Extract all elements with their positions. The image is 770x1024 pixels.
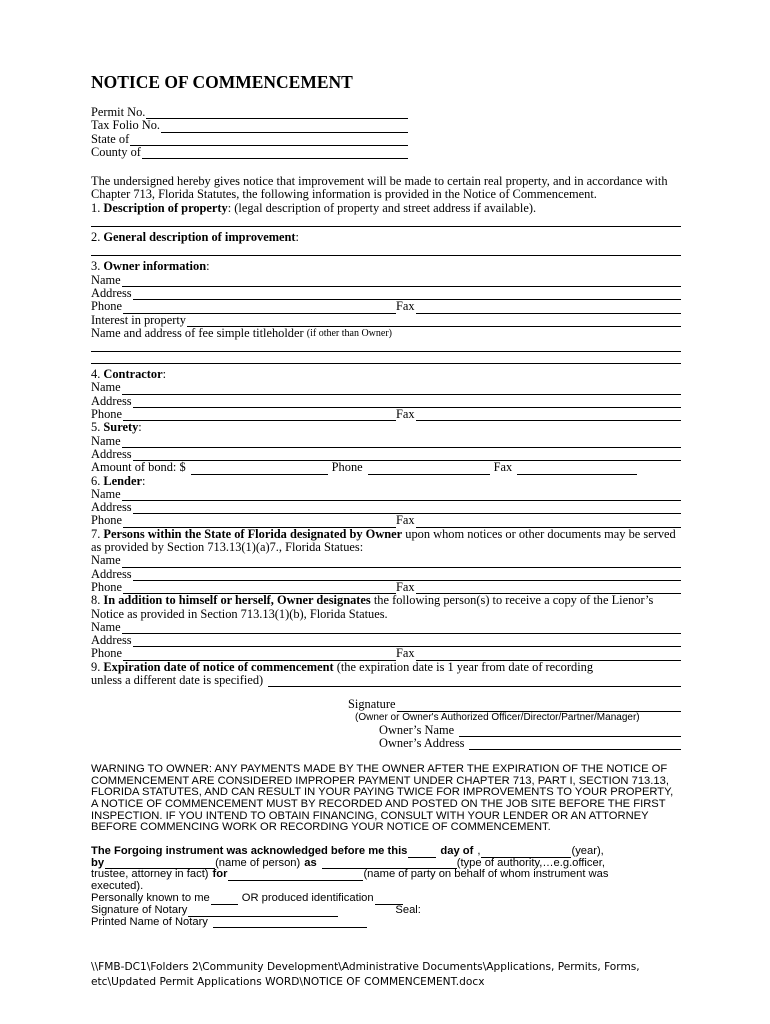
section-9: 9. Expiration date of notice of commencement (the expiration date is 1 year from date of recording [91, 659, 594, 674]
page-title: NOTICE OF COMMENCEMENT [91, 72, 353, 92]
designee-name-label: Name [91, 553, 121, 568]
for-text: for [212, 868, 228, 881]
trustee-text: trustee, attorney in fact) [91, 868, 209, 881]
permit-no-label: Permit No. [91, 105, 146, 119]
contractor-phone-label: Phone [91, 407, 122, 422]
signature-block [348, 698, 681, 750]
contractor-fax-field[interactable] [416, 410, 681, 421]
contractor-address-label: Address [91, 393, 132, 408]
owner-fax-field[interactable] [416, 303, 681, 314]
owner-phone-label: Phone [91, 299, 122, 314]
party-field[interactable] [228, 871, 363, 881]
signature-label: Signature [348, 697, 396, 712]
lender-phone-label: Phone [91, 513, 122, 528]
seal-text: Seal: [395, 903, 421, 916]
expiration-field[interactable] [268, 676, 681, 687]
notary-block: The Forgoing instrument was acknowledged before me this day of , (year), by (name of person) as (type of authority,…e.g.officer, trustee, attorney in fact) for (name of party on behalf of whom instrument was executed). Personally known to me OR produced identification Signature of Notary Seal: Printed Name of Notary [91, 844, 609, 928]
lienor-address-label: Address [91, 633, 132, 648]
lienor-fax-label: Fax [395, 646, 415, 661]
surety-address-label: Address [91, 446, 132, 461]
section-7: 7. Persons within the State of Florida designated by Owner upon whom notices or other documents may be served as provided by Section 713.13(1)(a)7., Florida Statues: [91, 526, 676, 555]
type-of-authority-text: (type of authority,…e.g.officer, [456, 856, 605, 869]
by-text: by [91, 856, 105, 869]
surety-name-field[interactable] [122, 437, 681, 448]
section-4: 4. Contractor: [91, 367, 167, 382]
intro-paragraph: The undersigned hereby gives notice that improvement will be made to certain real property, and in accordance with Chapter 713, Florida Statutes, the following information is provided in the Notice of Commencement. [91, 174, 668, 202]
signature-note: (Owner or Owner's Authorized Officer/Director/Partner/Manager) [355, 711, 640, 723]
owners-name-label: Owner’s Name [379, 722, 455, 737]
surety-fax-field[interactable] [517, 464, 637, 475]
contractor-name-field[interactable] [122, 384, 681, 395]
notice-form [91, 72, 681, 928]
signature-of-notary-text: Signature of Notary [91, 903, 188, 916]
owner-address-label: Address [91, 285, 132, 300]
notary-signature-field[interactable] [188, 907, 338, 917]
header-fields [91, 106, 408, 159]
lienor-phone-label: Phone [91, 646, 122, 661]
owner-fax-label: Fax [395, 299, 415, 314]
tax-folio-field[interactable] [161, 122, 408, 133]
surety-phone-label: Phone [331, 460, 363, 475]
day-of-text: day of [440, 844, 474, 857]
lienor-name-field[interactable] [122, 623, 681, 634]
tax-folio-label: Tax Folio No. [91, 118, 161, 133]
surety-fax-label: Fax [493, 460, 513, 475]
designee-phone-label: Phone [91, 579, 122, 594]
surety-name-label: Name [91, 433, 121, 448]
name-of-party-text: (name of party on behalf of whom instrument was [363, 868, 609, 881]
property-description-line[interactable] [91, 215, 681, 227]
county-of-field[interactable] [142, 148, 408, 159]
owner-name-label: Name [91, 272, 121, 287]
year-text: (year), [571, 844, 604, 857]
section-5: 5. Surety: [91, 420, 142, 435]
titleholder-label: Name and address of fee simple titleholder [91, 325, 304, 340]
permit-no-field[interactable] [146, 108, 408, 119]
as-text: as [304, 856, 317, 869]
expiration-label: unless a different date is specified) [91, 672, 264, 687]
contractor-phone-field[interactable] [123, 410, 396, 421]
name-of-person-text: (name of person) [215, 856, 301, 869]
lender-address-label: Address [91, 500, 132, 515]
county-of-label: County of [91, 144, 141, 159]
owners-name-field[interactable] [459, 726, 681, 737]
owners-address-label: Owner’s Address [379, 735, 465, 750]
executed-text: executed). [91, 880, 144, 893]
or-produced-text: OR produced identification [241, 891, 374, 904]
personally-known-field[interactable] [211, 895, 238, 905]
state-of-label: State of [91, 131, 130, 146]
contractor-name-label: Name [91, 380, 121, 395]
designee-fax-label: Fax [395, 579, 415, 594]
titleholder-note: (if other than Owner) [306, 327, 392, 339]
titleholder-line-1[interactable] [91, 340, 681, 352]
contractor-fax-label: Fax [395, 407, 415, 422]
personally-known-text: Personally known to me [91, 891, 210, 904]
section-1: 1. Description of property: (legal description of property and street address if available). [91, 200, 537, 215]
improvement-description-line[interactable] [91, 244, 681, 256]
printed-name-text: Printed Name of Notary [91, 915, 208, 928]
printed-name-field[interactable] [213, 918, 367, 928]
day-field[interactable] [408, 848, 436, 858]
owner-name-field[interactable] [122, 276, 681, 287]
section-2: 2. General description of improvement: [91, 230, 299, 245]
interest-label: Interest in property [91, 312, 186, 327]
bond-label: Amount of bond: $ [91, 460, 186, 475]
section-8: 8. In addition to himself or herself, Owner designates the following person(s) to receive a copy of the Lienor’s Notice as provided in Section 713.13(1)(b), Florida Statues. [91, 593, 654, 621]
warning-to-owner: WARNING TO OWNER: ANY PAYMENTS MADE BY THE OWNER AFTER THE EXPIRATION OF THE NOTICE OF COMMENCEMENT ARE CONSIDERED IMPROPER PAYMENT UNDER CHAPTER 713, PART I, SECTION 713.13, FLORIDA STATUTES, AND CAN RESULT IN YOUR PAYING TWICE FOR IMPROVEMENTS TO YOUR PROPERTY, A NOTICE OF COMMENCEMENT MUST BY RECORDED AND POSTED ON THE JOB SITE BEFORE THE FIRST INSPECTION. IF YOU INTEND TO OBTAIN FINANCING, CONSULT WITH YOUR LENDER OR AN ATTORNEY BEFORE COMMENCING WORK OR RECORDING YOUR NOTICE OF COMMENCEMENT. [91, 763, 674, 834]
surety-phone-field[interactable] [368, 464, 490, 475]
footer-file-path: \\FMB-DC1\Folders 2\Community Development\Administrative Documents\Applications, Permits, Forms, etc\Updated Permit Applications WORD\NOTICE OF COMMENCEMENT.docx [91, 961, 640, 988]
owners-address-field[interactable] [469, 739, 681, 750]
lender-name-label: Name [91, 486, 121, 501]
lender-fax-label: Fax [395, 513, 415, 528]
designee-name-field[interactable] [122, 557, 681, 568]
titleholder-line-2[interactable] [91, 352, 681, 364]
lienor-name-label: Name [91, 619, 121, 634]
bond-field[interactable] [191, 464, 328, 475]
lender-name-field[interactable] [122, 490, 681, 501]
ack-text: The Forgoing instrument was acknowledged before me this [91, 844, 408, 857]
section-3: 3. Owner information: [91, 259, 210, 274]
surety-address-field[interactable] [133, 450, 681, 461]
section-6: 6. Lender: [91, 473, 146, 488]
designee-address-label: Address [91, 566, 132, 581]
state-of-field[interactable] [130, 135, 408, 146]
owner-phone-field[interactable] [123, 303, 396, 314]
signature-field[interactable] [397, 701, 682, 712]
